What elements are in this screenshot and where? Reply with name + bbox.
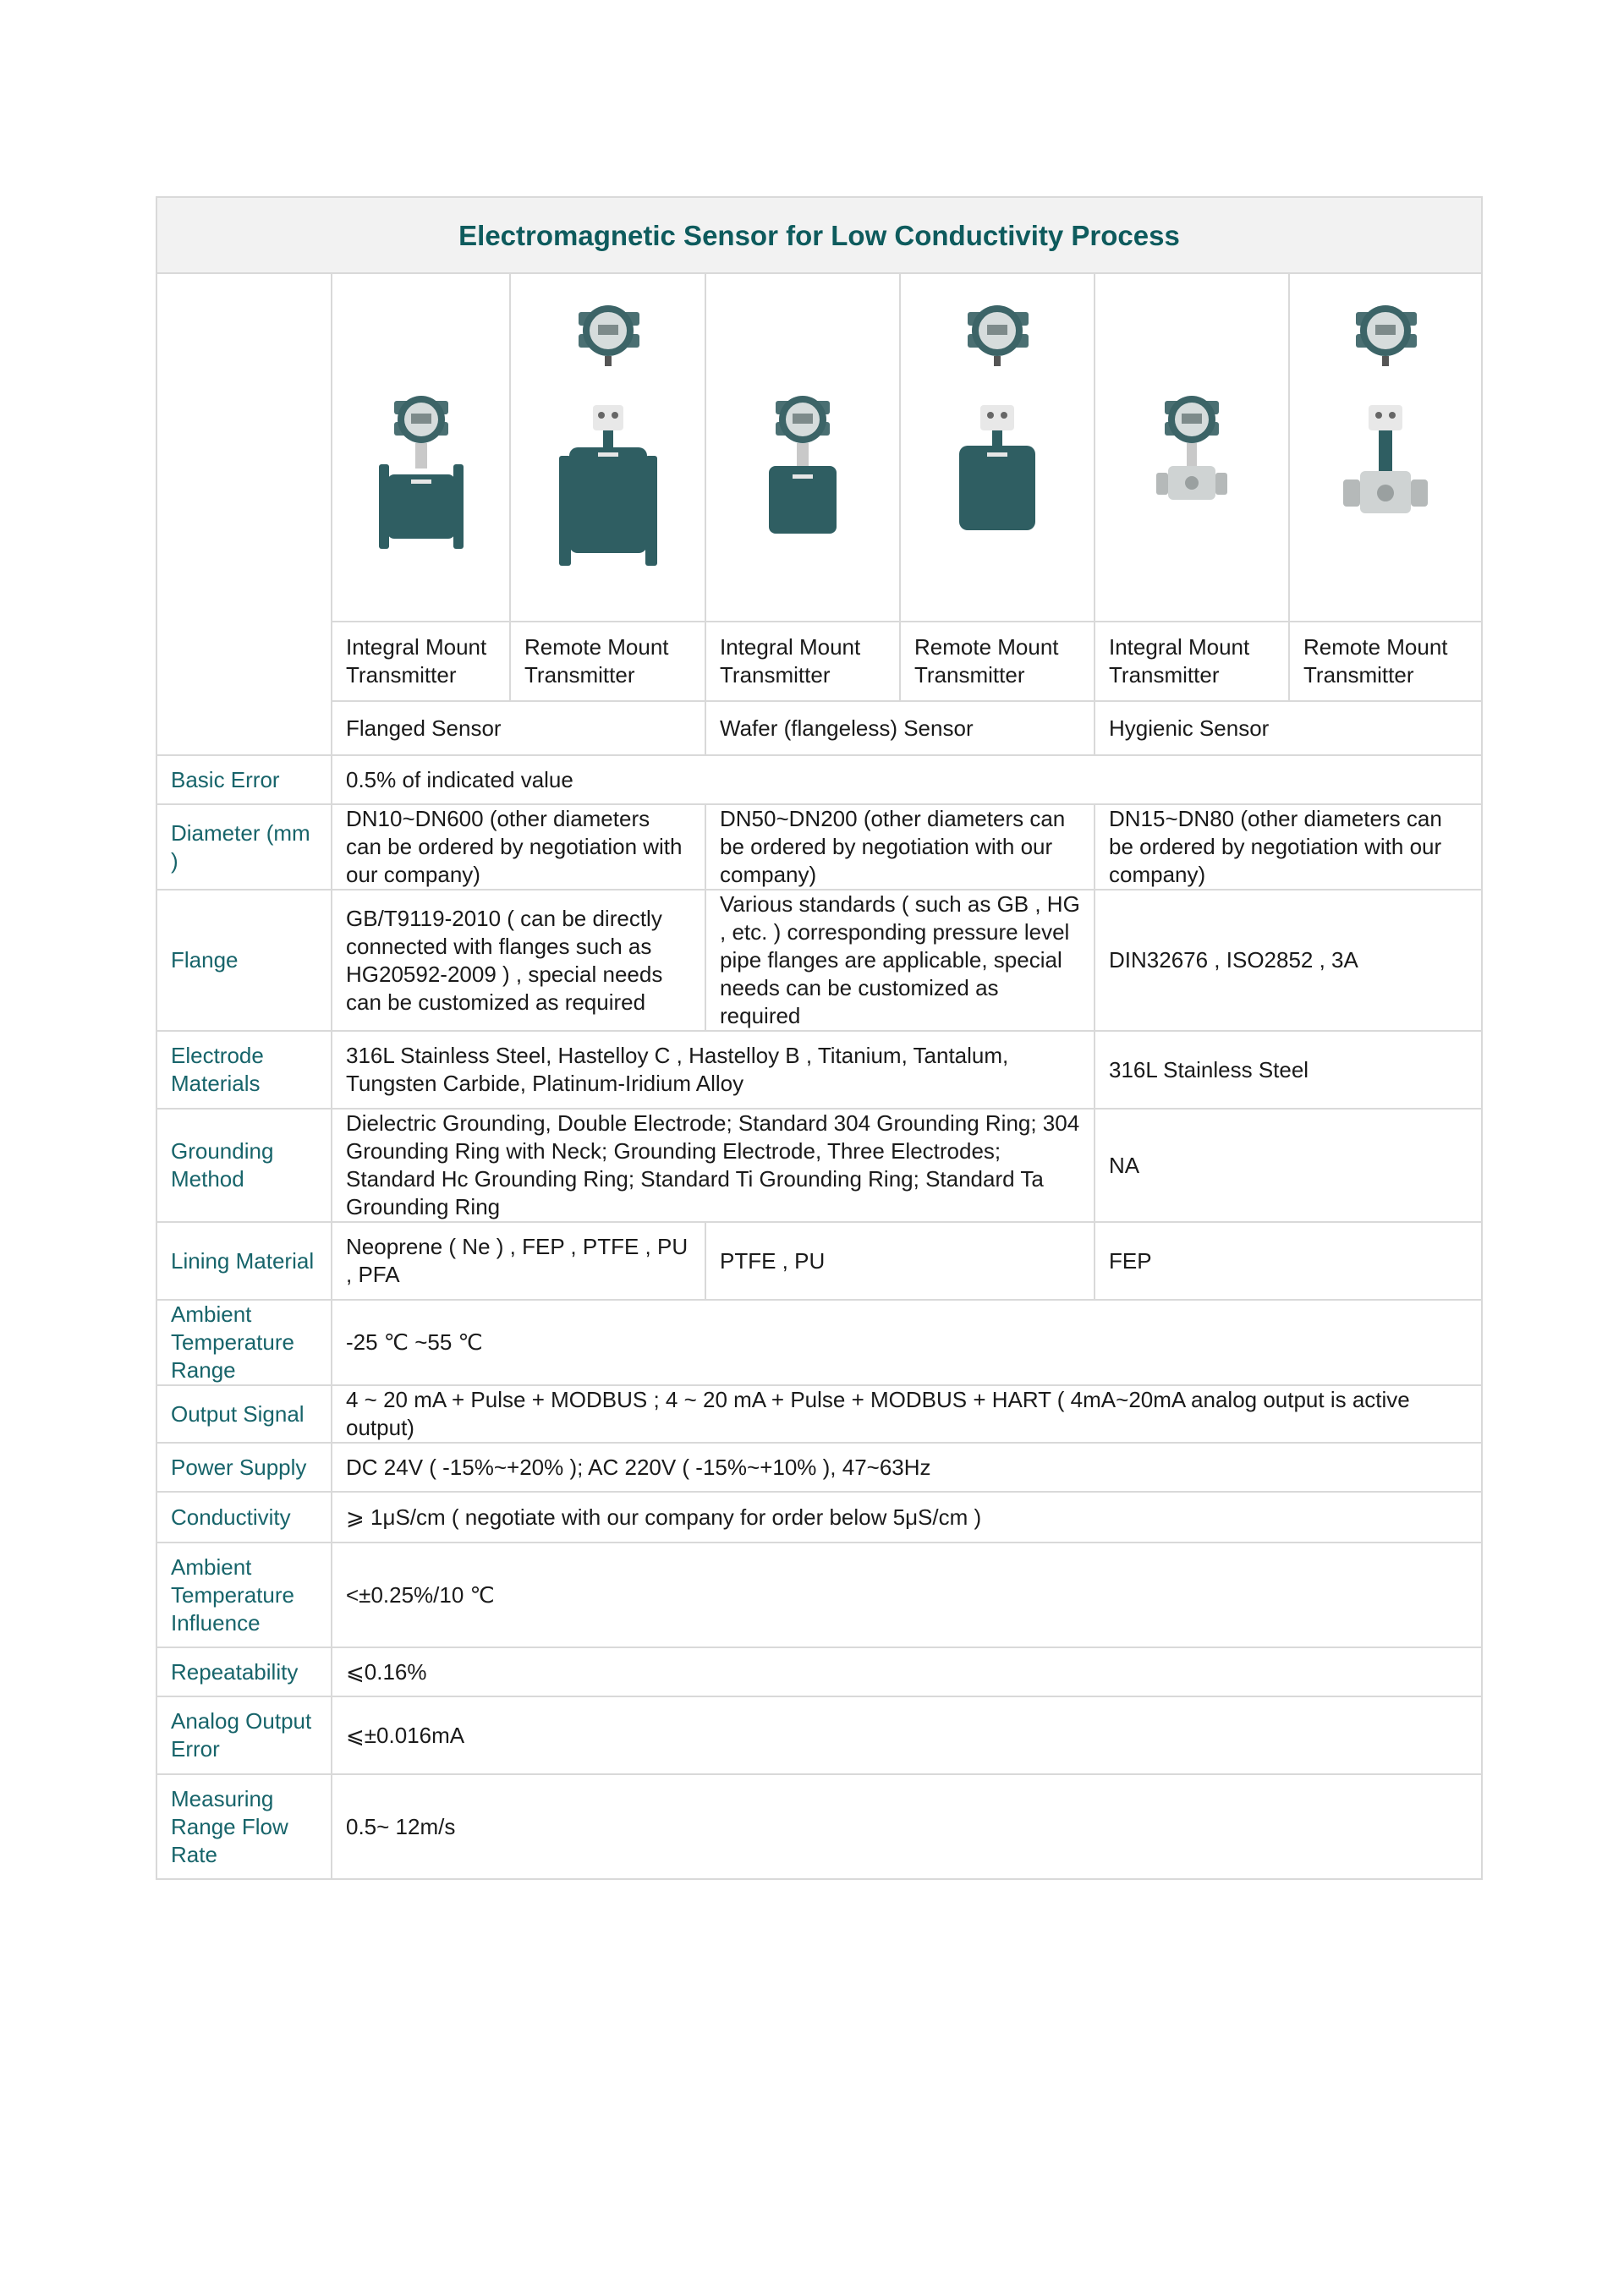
row-value: ⩽0.16% [332,1647,1482,1696]
sensor-type-row [156,701,1482,755]
table-row [156,755,1482,804]
row-label: Flange [156,890,332,1031]
table-row [156,804,1482,890]
row-value: Neoprene ( Ne ) , FEP , PTFE , PU , PFA [332,1222,705,1300]
row-value: <±0.25%/10 ℃ [332,1543,1482,1647]
wafer-remote-image [900,273,1095,622]
row-value: 316L Stainless Steel, Hastelloy C , Hastelloy B , Titanium, Tantalum, Tungsten Carbide, Platinum-Iridium Alloy [332,1031,1095,1109]
row-value: 316L Stainless Steel [1095,1031,1482,1109]
hygienic-remote-image [1289,273,1482,622]
wafer-remote-meter-icon [913,287,1082,608]
transmitter-row [156,622,1482,701]
table-row [156,1385,1482,1443]
table-row [156,1109,1482,1222]
sensor-type-wafer: Wafer (flangeless) Sensor [705,701,1095,755]
row-value: ⩽±0.016mA [332,1696,1482,1774]
wafer-integral-meter-icon [718,287,887,608]
table-row [156,1647,1482,1696]
row-value: NA [1095,1109,1482,1222]
sensor-type-flanged: Flanged Sensor [332,701,705,755]
transmitter-label: Remote Mount Transmitter [900,622,1095,701]
spec-table [156,196,1483,1880]
row-label: Diameter (mm ) [156,804,332,890]
row-label: Power Supply [156,1443,332,1492]
transmitter-label: Remote Mount Transmitter [510,622,705,701]
table-row [156,1222,1482,1300]
table-row [156,1696,1482,1774]
row-value: DN10~DN600 (other diameters can be ordered by negotiation with our company) [332,804,705,890]
transmitter-label: Integral Mount Transmitter [332,622,510,701]
flanged-remote-meter-icon [524,287,693,608]
transmitter-label: Remote Mount Transmitter [1289,622,1482,701]
wafer-integral-image [705,273,900,622]
table-row [156,1300,1482,1385]
row-label: Ambient Temperature Influence [156,1543,332,1647]
row-label: Conductivity [156,1492,332,1543]
corner-blank-cell [156,273,332,755]
row-label: Repeatability [156,1647,332,1696]
table-row [156,1543,1482,1647]
row-value: 0.5% of indicated value [332,755,1482,804]
table-row [156,1774,1482,1879]
row-value: Dielectric Grounding, Double Electrode; Standard 304 Grounding Ring; 304 Grounding Ring with Neck; Grounding Electrode, Three Electrodes; Standard Hc Grounding Ring; Standard Ti Grounding Ring; Standard Ta Grounding Ring [332,1109,1095,1222]
table-row [156,890,1482,1031]
hygienic-remote-meter-icon [1301,287,1470,608]
flanged-integral-image [332,273,510,622]
row-label: Basic Error [156,755,332,804]
row-value: DN15~DN80 (other diameters can be ordered by negotiation with our company) [1095,804,1482,890]
table-title: Electromagnetic Sensor for Low Conductivity Process [156,197,1482,273]
transmitter-label: Integral Mount Transmitter [705,622,900,701]
row-value: FEP [1095,1222,1482,1300]
spec-sheet [156,196,1481,1880]
row-value: PTFE , PU [705,1222,1095,1300]
row-label: Electrode Materials [156,1031,332,1109]
product-image-row [156,273,1482,622]
row-label: Analog Output Error [156,1696,332,1774]
row-label: Ambient Temperature Range [156,1300,332,1385]
flanged-remote-image [510,273,705,622]
row-value: -25 ℃ ~55 ℃ [332,1300,1482,1385]
row-value: Various standards ( such as GB , HG , etc. ) corresponding pressure level pipe flanges are applicable, special needs can be customized as required [705,890,1095,1031]
row-label: Lining Material [156,1222,332,1300]
row-label: Measuring Range Flow Rate [156,1774,332,1879]
row-value: GB/T9119-2010 ( can be directly connected with flanges such as HG20592-2009 ) , special needs can be customized as required [332,890,705,1031]
flanged-integral-meter-icon [337,287,506,608]
hygienic-integral-image [1095,273,1289,622]
sensor-type-hygienic: Hygienic Sensor [1095,701,1482,755]
row-value: ⩾ 1μS/cm ( negotiate with our company for order below 5μS/cm ) [332,1492,1482,1543]
row-value: 4 ~ 20 mA + Pulse + MODBUS ; 4 ~ 20 mA + Pulse + MODBUS + HART ( 4mA~20mA analog output is active output) [332,1385,1482,1443]
row-value: 0.5~ 12m/s [332,1774,1482,1879]
row-label: Grounding Method [156,1109,332,1222]
table-row [156,1492,1482,1543]
hygienic-integral-meter-icon [1107,287,1276,608]
table-row [156,1443,1482,1492]
table-row [156,1031,1482,1109]
transmitter-label: Integral Mount Transmitter [1095,622,1289,701]
row-value: DC 24V ( -15%~+20% ); AC 220V ( -15%~+10% ), 47~63Hz [332,1443,1482,1492]
row-value: DN50~DN200 (other diameters can be ordered by negotiation with our company) [705,804,1095,890]
row-value: DIN32676 , ISO2852 , 3A [1095,890,1482,1031]
row-label: Output Signal [156,1385,332,1443]
